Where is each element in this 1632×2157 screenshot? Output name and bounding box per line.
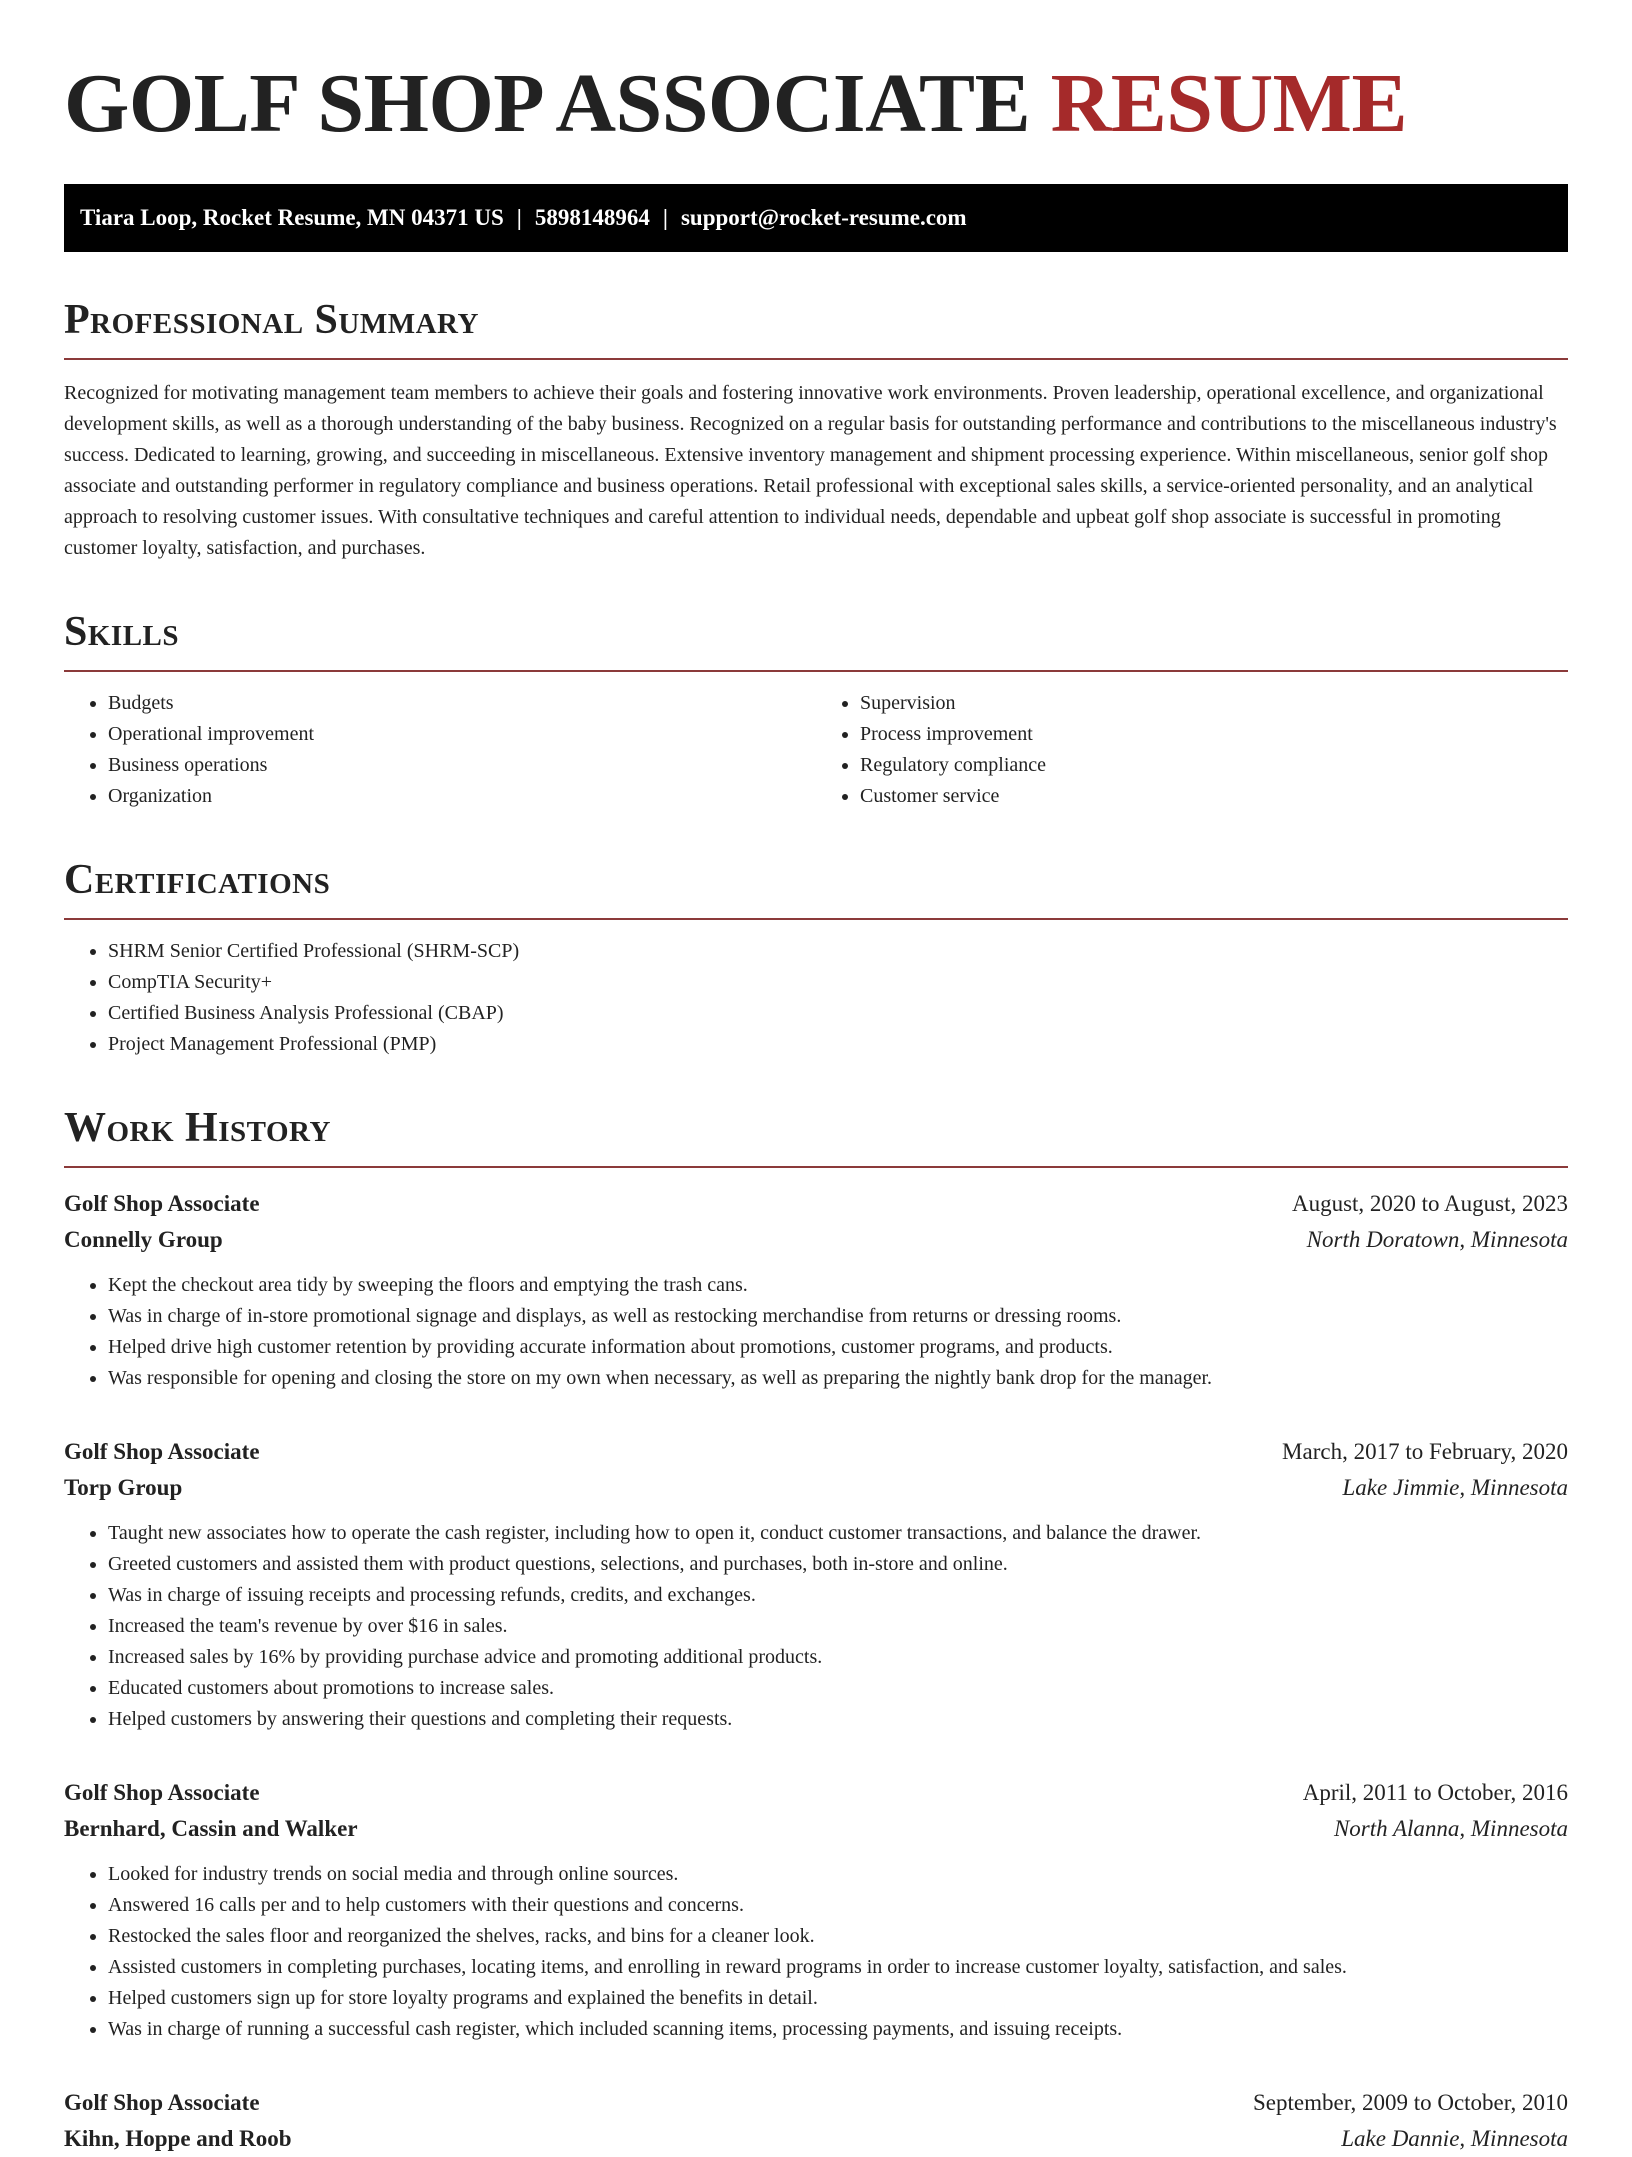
- skill-item: • Regulatory compliance: [860, 750, 1568, 781]
- title-main: GOLF SHOP ASSOCIATE: [64, 57, 1031, 150]
- skill-item: • Process improvement: [860, 719, 1568, 750]
- job-dates: September, 2009 to October, 2010: [1253, 2090, 1568, 2115]
- job-company: Bernhard, Cassin and Walker: [64, 1816, 358, 1841]
- job-header-row: [64, 2085, 1568, 2121]
- job-duty: • Was in charge of running a successful cash register, which included scanning items, processing payments, and issuing receipts.: [108, 2014, 1568, 2045]
- job-duties-list: [64, 1518, 1568, 1735]
- skills-heading: Skills: [64, 608, 1568, 672]
- contact-email[interactable]: support@rocket-resume.com: [680, 205, 967, 230]
- work-history-heading: Work History: [64, 1104, 1568, 1168]
- skill-item: • Budgets: [108, 688, 816, 719]
- job-duty: • Was in charge of in-store promotional signage and displays, as well as restocking merchandise from returns or dressing rooms.: [108, 1301, 1568, 1332]
- job-company-row: [64, 1222, 1568, 1258]
- title-accent: RESUME: [1050, 57, 1407, 150]
- job-location: North Doratown, Minnesota: [1306, 1227, 1568, 1252]
- contact-phone: 5898148964: [534, 205, 650, 230]
- contact-bar: [64, 184, 1568, 252]
- job-duty: • Kept the checkout area tidy by sweeping the floors and emptying the trash cans.: [108, 1270, 1568, 1301]
- job-entry: [64, 2085, 1568, 2157]
- job-dates: March, 2017 to February, 2020: [1282, 1439, 1568, 1464]
- certification-item: • SHRM Senior Certified Professional (SHRM-SCP): [108, 936, 1568, 967]
- job-duties-list: [64, 1859, 1568, 2045]
- job-duty: • Helped customers by answering their questions and completing their requests.: [108, 1704, 1568, 1735]
- job-header-row: [64, 1775, 1568, 1811]
- job-title: Golf Shop Associate: [64, 1439, 260, 1464]
- skill-item: • Business operations: [108, 750, 816, 781]
- job-duty: • Helped drive high customer retention by providing accurate information about promotions, customer programs, and products.: [108, 1332, 1568, 1363]
- job-dates: April, 2011 to October, 2016: [1302, 1780, 1568, 1805]
- certification-item: • Certified Business Analysis Professional (CBAP): [108, 998, 1568, 1029]
- job-entry: [64, 1186, 1568, 1394]
- job-header-row: [64, 1434, 1568, 1470]
- summary-heading: Professional Summary: [64, 296, 1568, 360]
- job-location: Lake Jimmie, Minnesota: [1342, 1475, 1568, 1500]
- job-location: Lake Dannie, Minnesota: [1341, 2126, 1568, 2151]
- job-duty: • Restocked the sales floor and reorganized the shelves, racks, and bins for a cleaner look.: [108, 1921, 1568, 1952]
- job-company-row: [64, 2121, 1568, 2157]
- skills-grid: [64, 672, 1568, 812]
- job-duties-list: [64, 1270, 1568, 1394]
- job-entry: [64, 1775, 1568, 2045]
- job-duty: • Increased sales by 16% by providing purchase advice and promoting additional products.: [108, 1642, 1568, 1673]
- skills-section: [64, 608, 1568, 812]
- job-company-row: [64, 1470, 1568, 1506]
- job-duty: • Increased the team's revenue by over $16 in sales.: [108, 1611, 1568, 1642]
- skill-item: • Supervision: [860, 688, 1568, 719]
- certifications-list: [64, 936, 1568, 1060]
- job-company-row: [64, 1811, 1568, 1847]
- summary-section: [64, 296, 1568, 564]
- job-title: Golf Shop Associate: [64, 2090, 260, 2115]
- certifications-section: [64, 856, 1568, 1060]
- contact-separator: |: [516, 205, 522, 230]
- certification-item: • CompTIA Security+: [108, 967, 1568, 998]
- work-history-section: [64, 1104, 1568, 2157]
- job-header-row: [64, 1186, 1568, 1222]
- resume-title: [64, 0, 1568, 150]
- job-duty: • Was responsible for opening and closing the store on my own when necessary, as well as preparing the nightly bank drop for the manager.: [108, 1363, 1568, 1394]
- certification-item: • Project Management Professional (PMP): [108, 1029, 1568, 1060]
- skill-item: • Operational improvement: [108, 719, 816, 750]
- skills-list-right: [816, 688, 1568, 812]
- job-company: Kihn, Hoppe and Roob: [64, 2126, 292, 2151]
- job-duty: • Taught new associates how to operate the cash register, including how to open it, conduct customer transactions, and balance the drawer.: [108, 1518, 1568, 1549]
- contact-address: Tiara Loop, Rocket Resume, MN 04371 US: [80, 205, 504, 230]
- job-title: Golf Shop Associate: [64, 1191, 260, 1216]
- job-duty: • Assisted customers in completing purchases, locating items, and enrolling in reward programs in order to increase customer loyalty, satisfaction, and sales.: [108, 1952, 1568, 1983]
- contact-separator: |: [662, 205, 668, 230]
- skill-item: • Customer service: [860, 781, 1568, 812]
- skill-item: • Organization: [108, 781, 816, 812]
- job-duty: • Looked for industry trends on social media and through online sources.: [108, 1859, 1568, 1890]
- job-dates: August, 2020 to August, 2023: [1291, 1191, 1568, 1216]
- job-duty: • Greeted customers and assisted them with product questions, selections, and purchases, both in-store and online.: [108, 1549, 1568, 1580]
- job-duty: • Was in charge of issuing receipts and processing refunds, credits, and exchanges.: [108, 1580, 1568, 1611]
- job-location: North Alanna, Minnesota: [1333, 1816, 1568, 1841]
- job-entry: [64, 1434, 1568, 1735]
- job-duty: • Educated customers about promotions to increase sales.: [108, 1673, 1568, 1704]
- job-company: Torp Group: [64, 1475, 183, 1500]
- job-company: Connelly Group: [64, 1227, 223, 1252]
- job-duty: • Helped customers sign up for store loyalty programs and explained the benefits in detail.: [108, 1983, 1568, 2014]
- skills-list-left: [64, 688, 816, 812]
- certifications-heading: Certifications: [64, 856, 1568, 920]
- job-title: Golf Shop Associate: [64, 1780, 260, 1805]
- job-duty: • Answered 16 calls per and to help customers with their questions and concerns.: [108, 1890, 1568, 1921]
- summary-text: Recognized for motivating management team members to achieve their goals and fostering innovative work environments. Proven leadership, operational excellence, and organizational development skills, as well as a thorough understanding of the baby business. Recognized on a regular basis for outstanding performance and contributions to the miscellaneous industry's success. Dedicated to learning, growing, and succeeding in miscellaneous. Extensive inventory management and shipment processing experience. Within miscellaneous, senior golf shop associate and outstanding performer in regulatory compliance and business operations. Retail professional with exceptional sales skills, a service-oriented personality, and an analytical approach to resolving customer issues. With consultative techniques and careful attention to individual needs, dependable and upbeat golf shop associate is successful in promoting customer loyalty, satisfaction, and purchases.: [64, 382, 1557, 559]
